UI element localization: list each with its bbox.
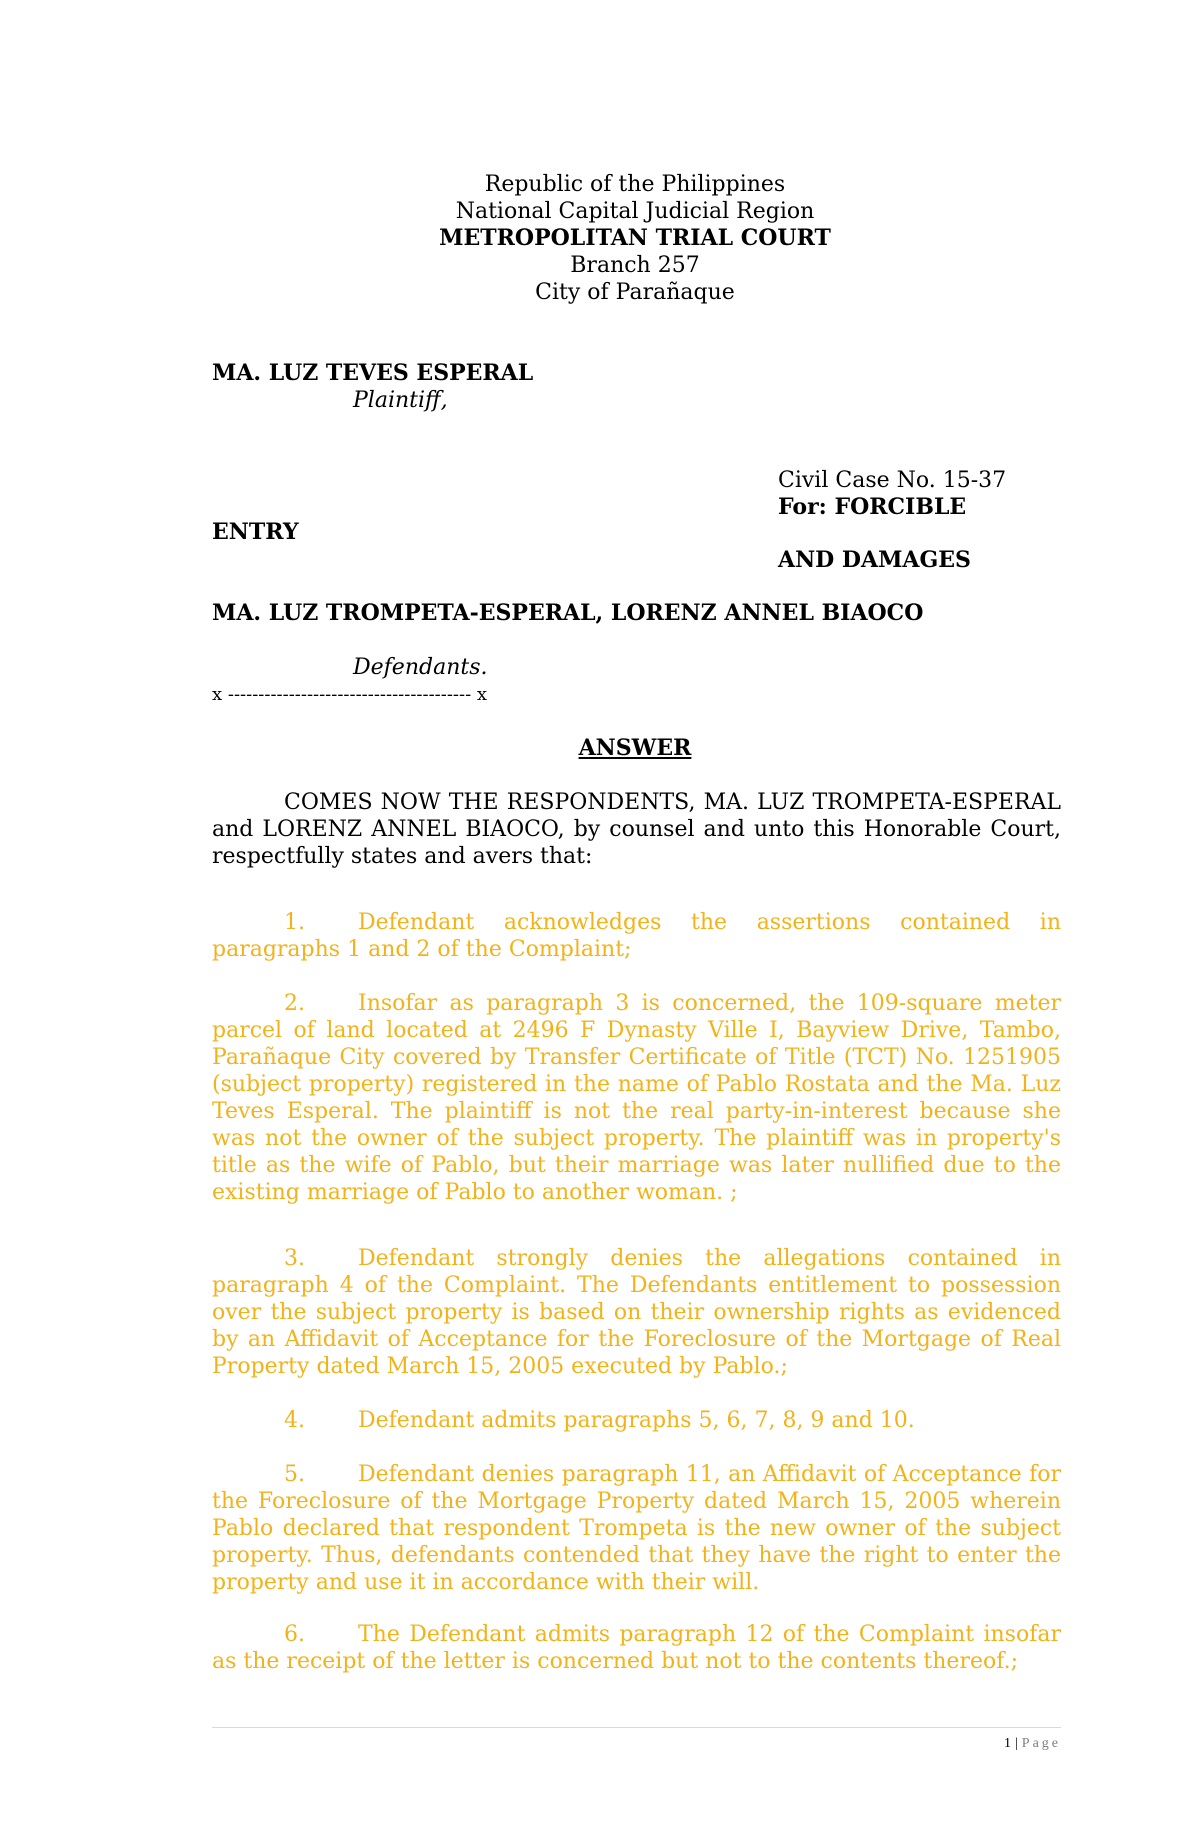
paragraph-number: 2. <box>284 991 305 1016</box>
paragraph-text: Defendant denies paragraph 11, an Affidavit of Acceptance for the Foreclosure of the Mortgage Property dated March 15, 2005 wherein Pablo declared that respondent Trompeta is the new owner of the subject property. Thus, defendants contended that they have the right to enter the property and use it in accordance with their will. <box>212 1462 1061 1595</box>
list-item <box>212 909 1061 963</box>
case-nature <box>778 494 966 521</box>
defendants-label: Defendants. <box>353 655 488 680</box>
caption-divider: x ---------------------------------------- x <box>212 684 488 705</box>
intro-paragraph <box>212 789 1061 870</box>
paragraph-text: Defendant acknowledges the assertions contained in paragraphs 1 and 2 of the Complaint; <box>212 910 1061 962</box>
entry-label: ENTRY <box>212 519 299 545</box>
intro-text: COMES NOW THE RESPONDENTS, MA. LUZ TROMPETA-ESPERAL and LORENZ ANNEL BIAOCO, by counsel and unto this Honorable Court, respectfully states and avers that: <box>212 790 1061 869</box>
paragraph-number: 3. <box>284 1246 305 1271</box>
paragraph-text: Insofar as paragraph 3 is concerned, the 109-square meter parcel of land located at 2496 F Dynasty Ville I, Bayview Drive, Tambo, Parañaque City covered by Transfer Certificate of Title (TCT) No. 1251905 (subject property) registered in the name of Pablo Rostata and the Ma. Luz Teves Esperal. The plaintiff is not the real party-in-interest because she was not the owner of the subject property. The plaintiff was in property's title as the wife of Pablo, but their marriage was later nullified due to the existing marriage of Pablo to another woman. ; <box>212 991 1061 1205</box>
list-item <box>212 1407 1061 1434</box>
page-number: 1 <box>1003 1736 1012 1751</box>
plaintiff-label: Plaintiff, <box>353 388 448 413</box>
list-item <box>212 1621 1061 1675</box>
header-court: METROPOLITAN TRIAL COURT <box>439 225 831 251</box>
paragraph-number: 1. <box>284 910 305 935</box>
footer-separator: | <box>1014 1736 1019 1751</box>
paragraph-text: Defendant admits paragraphs 5, 6, 7, 8, 9 and 10. <box>358 1408 915 1433</box>
list-item <box>212 1245 1061 1380</box>
paragraph-number: 4. <box>284 1408 305 1433</box>
header-branch: Branch 257 <box>570 253 700 278</box>
paragraph-number: 6. <box>284 1622 305 1647</box>
header-city: City of Parañaque <box>535 280 735 305</box>
paragraph-number: 5. <box>284 1462 305 1487</box>
header-republic: Republic of the Philippines <box>484 172 786 197</box>
for-value: FORCIBLE <box>834 494 967 520</box>
for-label: For: <box>778 494 827 520</box>
footer-divider <box>212 1727 1061 1728</box>
page-footer <box>1004 1736 1061 1752</box>
paragraph-text: The Defendant admits paragraph 12 of the Complaint insofar as the receipt of the letter is concerned but not to the contents thereof.; <box>212 1622 1061 1674</box>
list-item <box>212 1461 1061 1596</box>
paragraph-text: Defendant strongly denies the allegations contained in paragraph 4 of the Complaint. The Defendants entitlement to possession over the subject property is based on their ownership rights as evidenced by an Affidavit of Acceptance for the Foreclosure of the Mortgage of Real Property dated March 15, 2005 executed by Pablo.; <box>212 1246 1061 1379</box>
header-region: National Capital Judicial Region <box>455 199 815 224</box>
plaintiff-name: MA. LUZ TEVES ESPERAL <box>212 360 534 386</box>
list-item <box>212 990 1061 1206</box>
case-number: Civil Case No. 15-37 <box>778 468 1007 493</box>
damages-label: AND DAMAGES <box>778 547 971 573</box>
page-label: Page <box>1021 1736 1061 1751</box>
document-title: ANSWER <box>578 735 692 761</box>
defendants-names: MA. LUZ TROMPETA-ESPERAL, LORENZ ANNEL BIAOCO <box>212 600 924 626</box>
